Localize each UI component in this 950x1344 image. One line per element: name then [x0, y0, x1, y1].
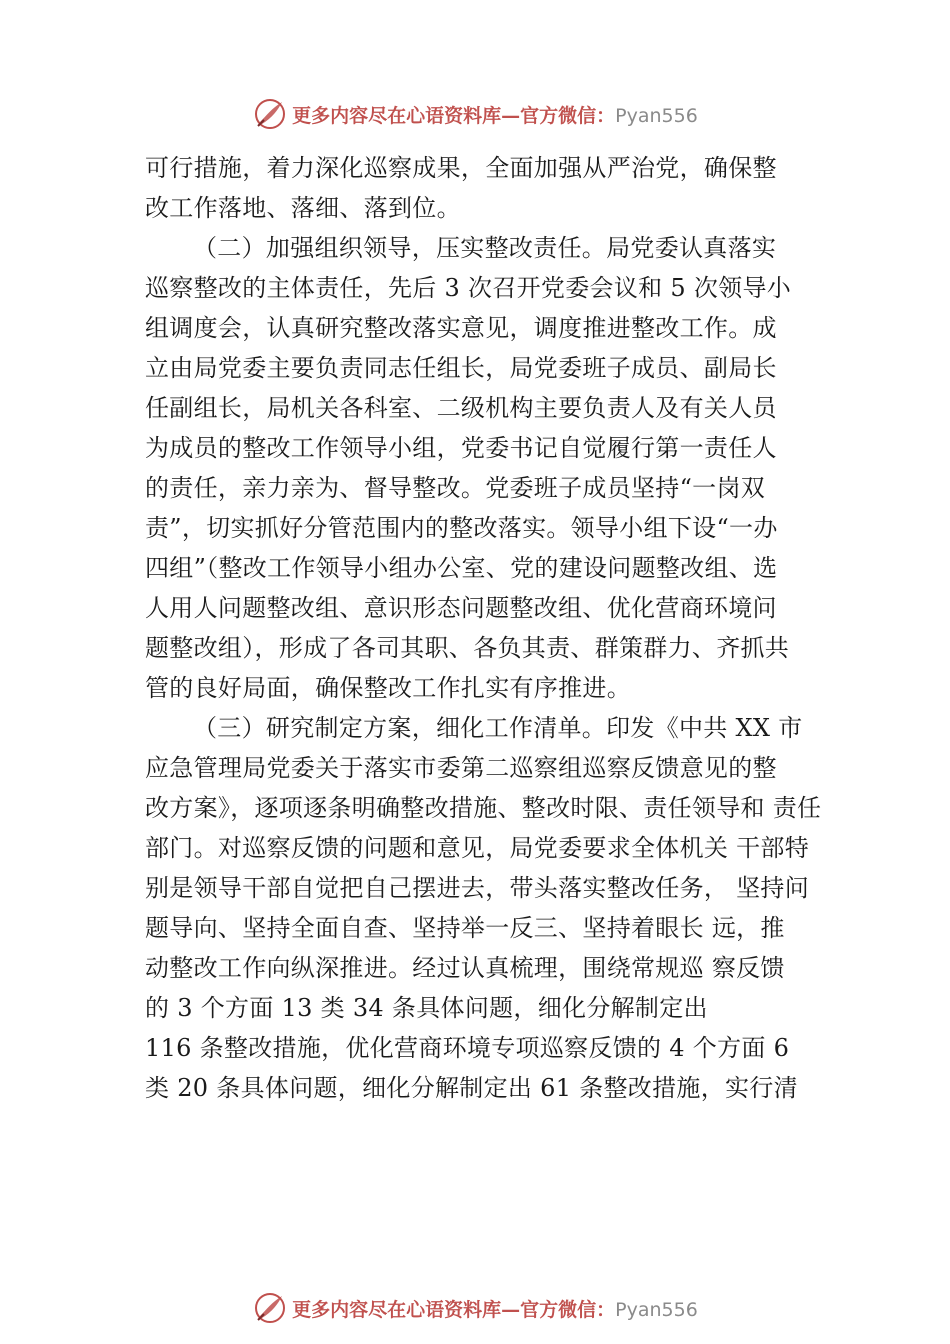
body-line: 为成员的整改工作领导小组，党委书记自觉履行第一责任人 [145, 434, 777, 462]
body-line: 别是领导干部自觉把自己摆进去，带头落实整改任务， 坚持问 [145, 874, 810, 902]
body-line: 任副组长，局机关各科室、二级机构主要负责人及有关人员 [145, 394, 777, 422]
body-line: 责”，切实抓好分管范围内的整改落实。领导小组下设“一办 [145, 514, 778, 542]
header-banner [0, 94, 950, 134]
paragraph-heading-2: （二）加强组织领导，压实整改责任。局党委认真落实 [193, 234, 777, 262]
body-line: 类 20 条具体问题，细化分解制定出 61 条整改措施，实行清 [145, 1074, 798, 1102]
footer-wechat-id: Pyan556 [615, 1298, 698, 1321]
body-line: 立由局党委主要负责同志任组长，局党委班子成员、副局长 [145, 354, 777, 382]
footer-banner [0, 1288, 950, 1328]
body-line: 四组”（整改工作领导小组办公室、党的建设问题整改组、选 [145, 554, 778, 582]
body-line: 人用人问题整改组、意识形态问题整改组、优化营商环境问 [145, 594, 777, 622]
feather-pen-logo-icon [252, 1290, 288, 1326]
document-body [145, 148, 835, 1108]
body-line: 题导向、坚持全面自查、坚持举一反三、坚持着眼长 远，推 [145, 914, 785, 942]
body-line: 题整改组），形成了各司其职、各负其责、群策群力、齐抓共 [145, 634, 790, 662]
body-line: 动整改工作向纵深推进。经过认真梳理，围绕常规巡 察反馈 [145, 954, 785, 982]
body-line: 管的良好局面，确保整改工作扎实有序推进。 [145, 674, 631, 702]
body-line: 巡察整改的主体责任，先后 3 次召开党委会议和 5 次领导小 [145, 274, 792, 302]
footer-banner-text: 更多内容尽在心语资料库—官方微信：Pyan556 [292, 1298, 698, 1321]
body-line: 改工作落地、落细、落到位。 [145, 194, 461, 222]
body-line: 组调度会，认真研究整改落实意见，调度推进整改工作。成 [145, 314, 777, 342]
body-line: 116 条整改措施，优化营商环境专项巡察反馈的 4 个方面 6 [145, 1034, 790, 1062]
header-banner-text: 更多内容尽在心语资料库—官方微信：Pyan556 [292, 104, 698, 127]
body-line: 可行措施，着力深化巡察成果，全面加强从严治党，确保整 [145, 154, 777, 182]
feather-pen-logo-icon [252, 96, 288, 132]
body-line: 改方案》，逐项逐条明确整改措施、整改时限、责任领导和 责任 [145, 794, 822, 822]
body-line: 的责任，亲力亲为、督导整改。党委班子成员坚持“一岗双 [145, 474, 766, 502]
body-line: 的 3 个方面 13 类 34 条具体问题，细化分解制定出 [145, 994, 708, 1022]
body-line: 部门。对巡察反馈的问题和意见，局党委要求全体机关 干部特 [145, 834, 810, 862]
paragraph-heading-3: （三）研究制定方案，细化工作清单。印发《中共 XX 市 [193, 714, 803, 742]
header-wechat-id: Pyan556 [615, 104, 698, 127]
body-line: 应急管理局党委关于落实市委第二巡察组巡察反馈意见的整 [145, 754, 777, 782]
